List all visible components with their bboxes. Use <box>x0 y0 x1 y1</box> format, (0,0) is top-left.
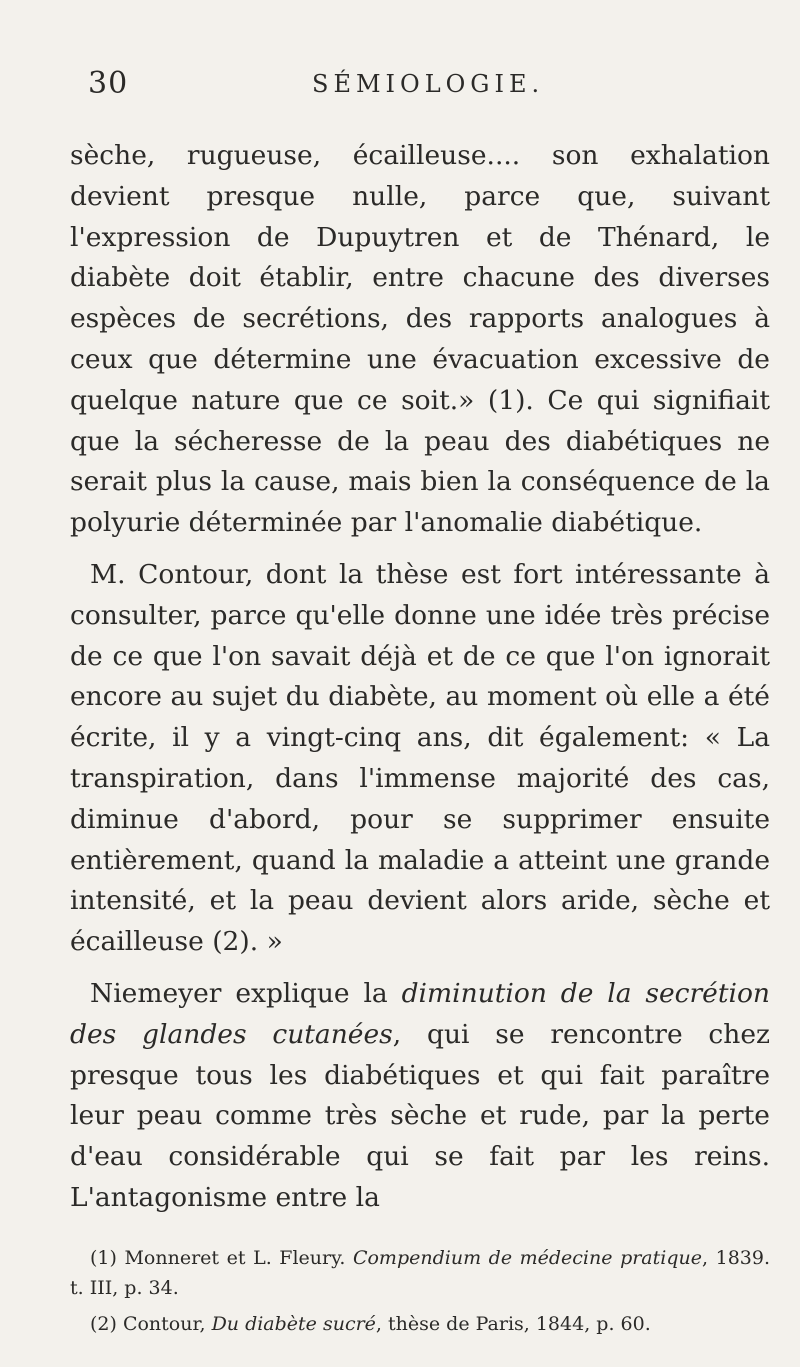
paragraph-3-text-start: Niemeyer explique la <box>90 977 402 1009</box>
paragraph-3-text-end: , qui se rencontre chez presque tous les diabétiques et qui fait paraître leur peau comme très sèche et rude, par la perte d'eau considérable qui se fait par les reins. L'antagonisme entre la <box>70 1018 770 1213</box>
footnote-2-text-start: (2) Contour, <box>90 1313 212 1335</box>
footnote-1-title: Compendium de médecine pratique <box>352 1247 702 1269</box>
paragraph-1: sèche, rugueuse, écailleuse.... son exhalation devient presque nulle, parce que, suivant l'expression de Dupuytren et de Thénard, le diabète doit établir, entre chacune des diverses espèces de secrétions, des rapports analogues à ceux que détermine une évacuation excessive de quelque nature que ce soit.» (1). Ce qui signifiait que la sécheresse de la peau des diabétiques ne serait plus la cause, mais bien la conséquence de la polyurie déterminée par l'anomalie diabétique. <box>70 140 770 539</box>
footnote-2-title: Du diabète sucré <box>211 1313 376 1335</box>
paragraph-3-italic-phrase: diminution de la secrétion des glandes cutanées <box>70 977 771 1050</box>
footnote-1-text-start: (1) Monneret et L. Fleury. <box>90 1247 353 1269</box>
page-number: 30 <box>88 66 129 101</box>
footnote-2-text-end: , thèse de Paris, 1844, p. 60. <box>375 1313 651 1335</box>
paragraph-3 <box>70 974 770 1219</box>
body-text <box>70 136 770 1219</box>
footnote-1-text-end: , 1839. t. III, p. 34. <box>70 1247 771 1299</box>
footnote-1 <box>70 1243 770 1303</box>
paragraph-2: M. Contour, dont la thèse est fort intéressante à consulter, parce qu'elle donne une idée très précise de ce que l'on savait déjà et de ce que l'on ignorait encore au sujet du diabète, au moment où elle a été écrite, il y a vingt-cinq ans, dit également: « La transpiration, dans l'immense majorité des cas, diminue d'abord, pour se supprimer ensuite entièrement, quand la maladie a atteint une grande intensité, et la peau devient alors aride, sèche et écailleuse (2). » <box>70 558 770 958</box>
page-header <box>88 66 788 106</box>
footnote-2 <box>70 1309 770 1339</box>
running-head: SÉMIOLOGIE. <box>312 70 545 98</box>
footnotes <box>70 1243 770 1339</box>
